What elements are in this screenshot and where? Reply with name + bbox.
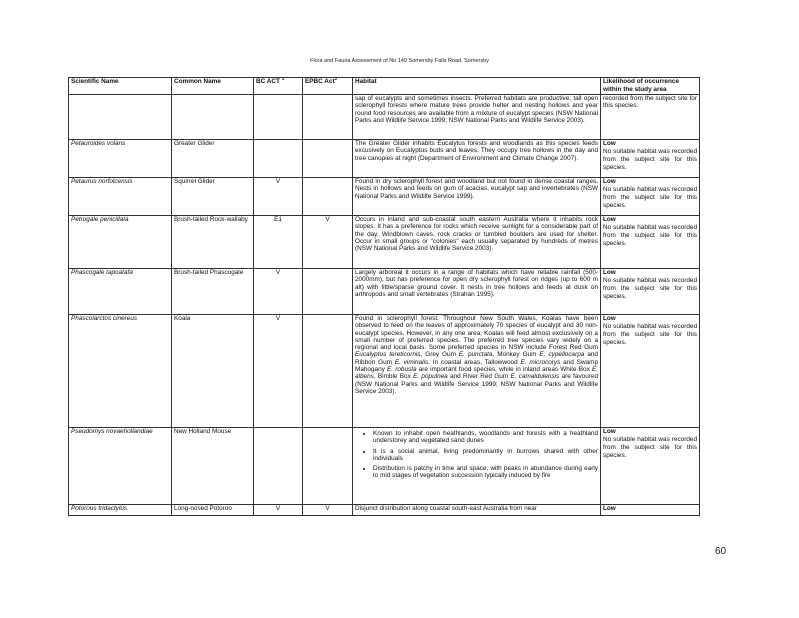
table-header-row <box>69 78 700 95</box>
scientific-name-cell: Pseudomys novaehollandiae <box>69 428 172 505</box>
likelihood-text: No suitable habitat was recorded from the subject site for this species. <box>603 148 697 172</box>
epbc-act-cell <box>303 178 353 216</box>
scientific-name-cell: Petaurus norfolcensis <box>69 178 172 216</box>
likelihood-label: Low <box>603 140 616 147</box>
likelihood-text: recorded from the subject site for this species. <box>603 95 697 110</box>
scientific-name-cell: Petauroides volans <box>69 140 172 178</box>
epbc-act-cell <box>303 428 353 505</box>
likelihood-label: Low <box>603 505 616 512</box>
table-row <box>69 505 700 516</box>
table-row <box>69 428 700 505</box>
habitat-bullet: • It is a social animal, living predominantly in burrows shared with other individuals <box>373 448 598 463</box>
table-row <box>69 315 700 428</box>
epbc-act-cell: V <box>303 505 353 516</box>
bc-act-cell <box>254 140 303 178</box>
common-name-cell: Brush-tailed Rock-wallaby <box>172 216 254 269</box>
page-number: 60 <box>715 546 727 557</box>
epbc-act-cell <box>303 95 353 140</box>
likelihood-cell <box>601 95 700 140</box>
bc-act-cell: E1 <box>254 216 303 269</box>
page-header: Flora and Fauna Assessment of No 149 Somersby Falls Road, Somersby <box>310 58 489 64</box>
likelihood-label: Low <box>603 315 616 322</box>
common-name-cell: Squirrel Glider <box>172 178 254 216</box>
col-bc-act: BC ACT $^1$ <box>254 78 303 95</box>
common-name-cell: Brush-tailed Phascogale <box>172 269 254 315</box>
likelihood-text: No suitable habitat was recorded from the subject site for this species. <box>603 436 697 460</box>
likelihood-label: Low <box>603 269 616 276</box>
habitat-cell: Disjunct distribution along coastal south-east Australia from near <box>353 505 601 516</box>
col-epbc-act: EPBC Act$^2$ <box>303 78 353 95</box>
bc-act-cell: V <box>254 315 303 428</box>
bc-act-cell: V <box>254 505 303 516</box>
likelihood-label: Low <box>603 216 616 223</box>
epbc-act-cell <box>303 315 353 428</box>
common-name-cell: Greater Glider <box>172 140 254 178</box>
common-name-cell: New Holland Mouse <box>172 428 254 505</box>
habitat-cell: The Greater Glider inhabits Eucalytus forests and woodlands as this species feeds excusively on Eucalyptus buds and leaves. They occupy tree hollows in the day and tree canopies at night (Department of Environment and Climate Change 2007). <box>353 140 601 178</box>
epbc-act-cell <box>303 269 353 315</box>
bc-act-cell <box>254 95 303 140</box>
habitat-bullet: • Distribution is patchy in time and space, with peaks in abundance during early to mid stages of vegetation succession typically induced by fire <box>373 465 598 480</box>
likelihood-text: No suitable habitat was recorded from the subject site for this species. <box>603 277 697 301</box>
likelihood-text: No suitable habitat was recorded from the subject site for this species. <box>603 186 697 210</box>
likelihood-cell <box>601 315 700 428</box>
common-name-cell: Long-nosed Potoroo <box>172 505 254 516</box>
scientific-name-cell: Phascogale tapoatafa <box>69 269 172 315</box>
habitat-bullet: • Known to inhabit open heathlands, woodlands and forests with a heathland understorey and vegetated sand dunes <box>373 430 598 445</box>
likelihood-cell <box>601 140 700 178</box>
epbc-act-cell <box>303 140 353 178</box>
likelihood-cell <box>601 216 700 269</box>
table-row <box>69 178 700 216</box>
likelihood-cell <box>601 269 700 315</box>
habitat-cell: Found in sclerophyll forest. Throughout New South Wales, Koalas have been observed to feed on the leaves of approximately 70 species of eucalypt and 30 non-eucalypt species. However, in any one area, Koalas will feed almost exclusively on a small number of preferred species. The preferred tree species vary widely on a regional and local basis. Some preferred species in NSW include Forest Red Gum Eucalyptus tereticornis, Grey Gum E. punctata, Monkey Gum E. cypellocarpa and Ribbon Gum E. viminalis. In coastal areas, Tallowwood E. microcorys and Swamp Mahogany E. robusta are important food species, while in inland areas White Box E. albens, Bimble Box E. populnea and River Red Gum E. camaldulensis are favoured (NSW National Parks and Wildlife Service 1999; NSW National Parks and Wildlife Service 2003). <box>353 315 601 428</box>
common-name-cell: Koala <box>172 315 254 428</box>
likelihood-label: Low <box>603 428 616 435</box>
table-row <box>69 140 700 178</box>
habitat-cell: Found in dry sclerophyll forest and woodland but not found in dense coastal ranges. Nests in hollows and feeds on gum of acacias, eucalypt sap and invertebrates (NSW National Parks and Wildlife Service 1999). <box>353 178 601 216</box>
scientific-name-cell: Petrogale penicillata <box>69 216 172 269</box>
habitat-bullet-list <box>355 430 598 480</box>
table-row <box>69 95 700 140</box>
bc-act-cell: V <box>254 269 303 315</box>
col-scientific-name: Scientific Name <box>69 78 172 95</box>
bc-act-cell <box>254 428 303 505</box>
scientific-name-cell <box>69 95 172 140</box>
col-common-name: Common Name <box>172 78 254 95</box>
habitat-cell: Occurs in inland and sub-coastal south eastern Australia where it inhabits rock slopes. It has a preference for rocks which receive sunlight for a considerable part of the day. Windblown caves, rock cracks or tumbled boulders are used for shelter. Occur in small groups or "colonies" each usually separated by hundreds of metres (NSW National Parks and Wildlife Service 2003). <box>353 216 601 269</box>
habitat-cell: Largely arboreal it occurs in a range of habitats which have reliable rainfall (500-2000mm), but has preference for open dry sclerophyll forest on ridges (up to 600 m alt) with little/sparse ground cover. It nests in tree hollows and feeds at dusk on arthropods and small vertebrates (Strahan 1995). <box>353 269 601 315</box>
likelihood-cell <box>601 428 700 505</box>
likelihood-label: Low <box>603 178 616 185</box>
likelihood-cell <box>601 505 700 516</box>
bc-act-cell: V <box>254 178 303 216</box>
likelihood-cell <box>601 178 700 216</box>
scientific-name-cell: Potorous tridactylus <box>69 505 172 516</box>
habitat-cell: sap of eucalypts and sometimes insects. Preferred habitats are productive, tall open sclerophyll forests where mature trees provide helter and nesting hollows and year round food resources are available from a mixture of eucalypt species (NSW National Parks and Wildlife Service 1999; NSW National Parks and Wildlife Service 2003). <box>353 95 601 140</box>
likelihood-text: No suitable habitat was recorded from the subject site for this species. <box>603 224 697 248</box>
epbc-act-cell: V <box>303 216 353 269</box>
habitat-cell <box>353 428 601 505</box>
col-likelihood: Likelihood of occurrence within the study area <box>601 78 700 95</box>
scientific-name-cell: Phascolarctos cinereus <box>69 315 172 428</box>
col-habitat: Habitat <box>353 78 601 95</box>
table-row <box>69 216 700 269</box>
likelihood-text: No suitable habitat was recorded from the subject site for this species. <box>603 323 697 347</box>
table-row <box>69 269 700 315</box>
fauna-table <box>68 77 700 516</box>
common-name-cell <box>172 95 254 140</box>
